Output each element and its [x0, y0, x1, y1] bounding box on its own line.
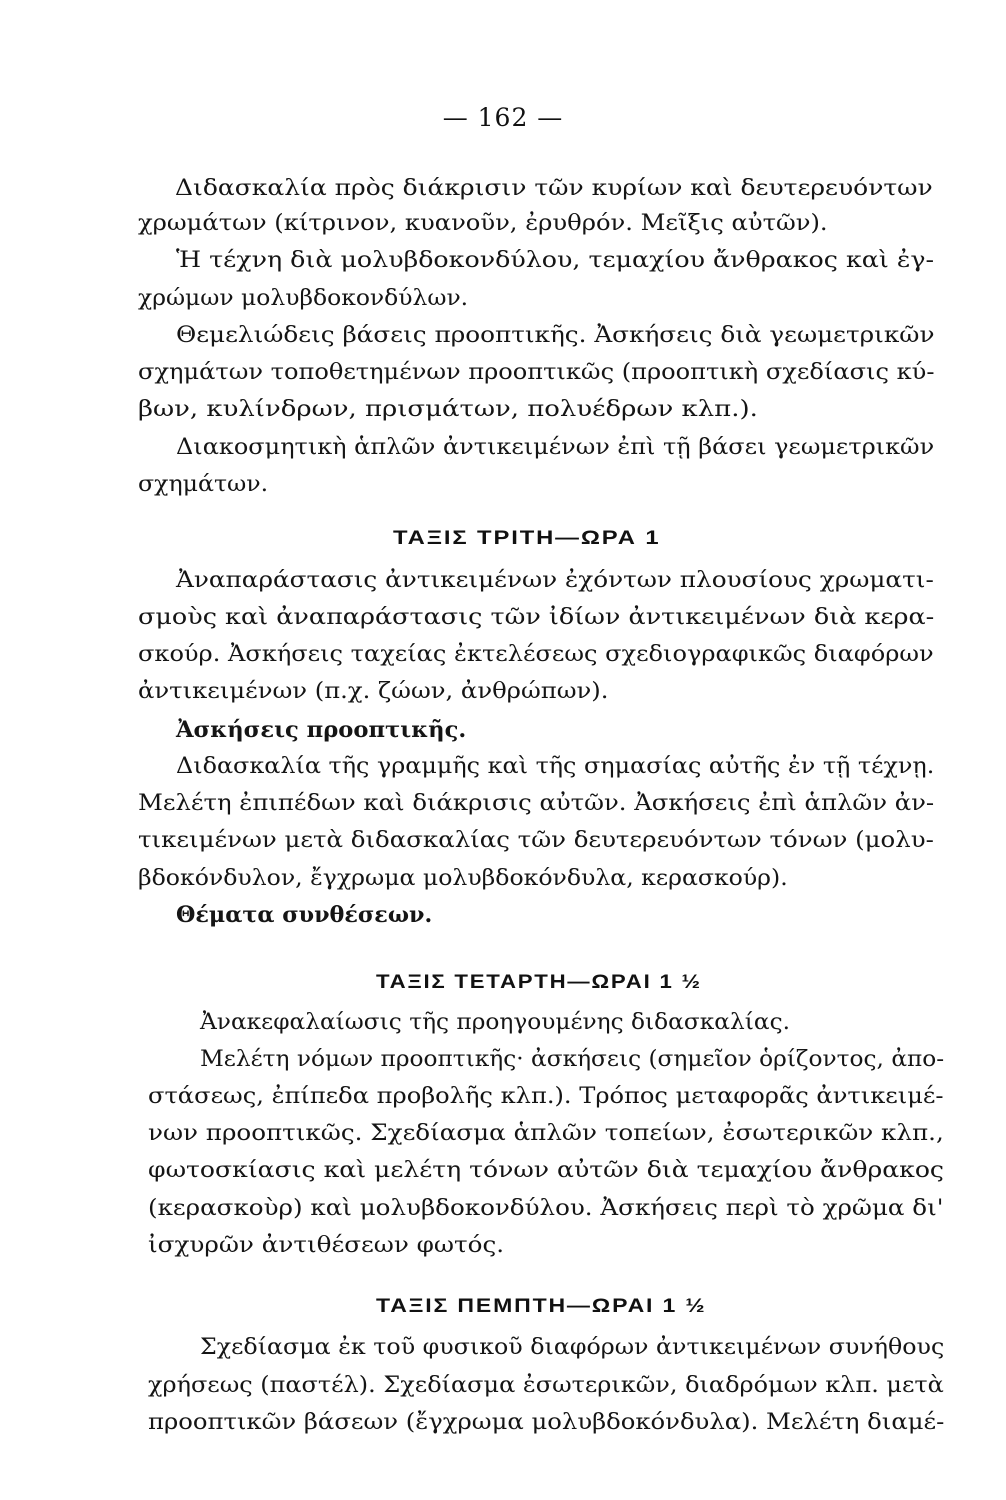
text-line: νων προοπτικῶς. Σχεδίασμα ἁπλῶν τοπείων, ἐσωτερικῶν κλπ., — [148, 1121, 944, 1146]
section-heading: ΤΑΞΙΣ ΤΡΙΤΗ—ΩΡΑ 1 — [393, 528, 661, 549]
text-line: Διδασκαλία τῆς γραμμῆς καὶ τῆς σημασίας αὐτῆς ἐν τῇ τέχνῃ. — [176, 754, 935, 779]
text-line: Διδασκαλία πρὸς διάκρισιν τῶν κυρίων καὶ δευτερευόντων — [175, 176, 933, 201]
text-line: Θέματα συνθέσεων. — [176, 902, 433, 928]
text-line: (κερασκοὺρ) καὶ μολυβδοκονδύλου. Ἀσκήσεις περὶ τὸ χρῶμα δι' — [148, 1196, 944, 1221]
text-line: Ἀναπαράστασις ἀντικειμένων ἐχόντων πλουσίους χρωματι- — [176, 568, 934, 593]
text-line: χρωμάτων (κίτρινον, κυανοῦν, ἐρυθρόν. Μεῖξις αὐτῶν). — [138, 211, 828, 236]
text-line: τικειμένων μετὰ διδασκαλίας τῶν δευτερευόντων τόνων (μολυ- — [138, 828, 934, 853]
text-line: σχημάτων. — [138, 472, 269, 497]
page-number: — 162 — — [442, 103, 564, 132]
text-line: Θεμελιώδεις βάσεις προοπτικῆς. Ἀσκήσεις διὰ γεωμετρικῶν — [176, 323, 935, 348]
text-line: χρήσεως (παστέλ). Σχεδίασμα ἐσωτερικῶν, διαδρόμων κλπ. μετὰ — [148, 1373, 944, 1398]
text-line: χρώμων μολυβδοκονδύλων. — [138, 286, 469, 311]
text-line: βων, κυλίνδρων, πρισμάτων, πολυέδρων κλπ.). — [138, 397, 758, 422]
section-heading: ΤΑΞΙΣ ΤΕΤΑΡΤΗ—ΩΡΑΙ 1 ½ — [376, 972, 702, 993]
text-line: Ἀσκήσεις προοπτικῆς. — [176, 717, 467, 743]
text-line: ἰσχυρῶν ἀντιθέσεων φωτός. — [148, 1233, 505, 1258]
section-heading: ΤΑΞΙΣ ΠΕΜΠΤΗ—ΩΡΑΙ 1 ½ — [376, 1296, 707, 1317]
text-line: Ἀνακεφαλαίωσις τῆς προηγουμένης διδασκαλίας. — [200, 1010, 791, 1035]
text-line: σκούρ. Ἀσκήσεις ταχείας ἐκτελέσεως σχεδιογραφικῶς διαφόρων — [138, 642, 934, 667]
text-line: Μελέτη νόμων προοπτικῆς· ἀσκήσεις (σημεῖον ὁρίζοντος, ἀπο- — [200, 1047, 945, 1072]
text-line: βδοκόνδυλον, ἔγχρωμα μολυβδοκόνδυλα, κερασκούρ). — [138, 866, 788, 891]
text-line: ἀντικειμένων (π.χ. ζώων, ἀνθρώπων). — [138, 679, 609, 704]
text-line: στάσεως, ἐπίπεδα προβολῆς κλπ.). Τρόπος μεταφορᾶς ἀντικειμέ- — [148, 1084, 944, 1109]
text-line: φωτοσκίασις καὶ μελέτη τόνων αὐτῶν διὰ τεμαχίου ἄνθρακος — [148, 1158, 944, 1183]
text-line: Διακοσμητικὴ ἁπλῶν ἀντικειμένων ἐπὶ τῇ βάσει γεωμετρικῶν — [176, 435, 935, 460]
text-line: σχημάτων τοποθετημένων προοπτικῶς (προοπτικὴ σχεδίασις κύ- — [138, 360, 935, 385]
text-line: Ἡ τέχνη διὰ μολυβδοκονδύλου, τεμαχίου ἄνθρακος καὶ ἐγ- — [176, 248, 935, 273]
text-line: Σχεδίασμα ἐκ τοῦ φυσικοῦ διαφόρων ἀντικειμένων συνήθους — [200, 1335, 945, 1360]
text-line: σμοὺς καὶ ἀναπαράστασις τῶν ἰδίων ἀντικειμένων διὰ κερα- — [138, 605, 935, 630]
text-line: Μελέτη ἐπιπέδων καὶ διάκρισις αὐτῶν. Ἀσκήσεις ἐπὶ ἁπλῶν ἀν- — [138, 791, 935, 816]
text-line: προοπτικῶν βάσεων (ἔγχρωμα μολυβδοκόνδυλα). Μελέτη διαμέ- — [148, 1410, 945, 1435]
